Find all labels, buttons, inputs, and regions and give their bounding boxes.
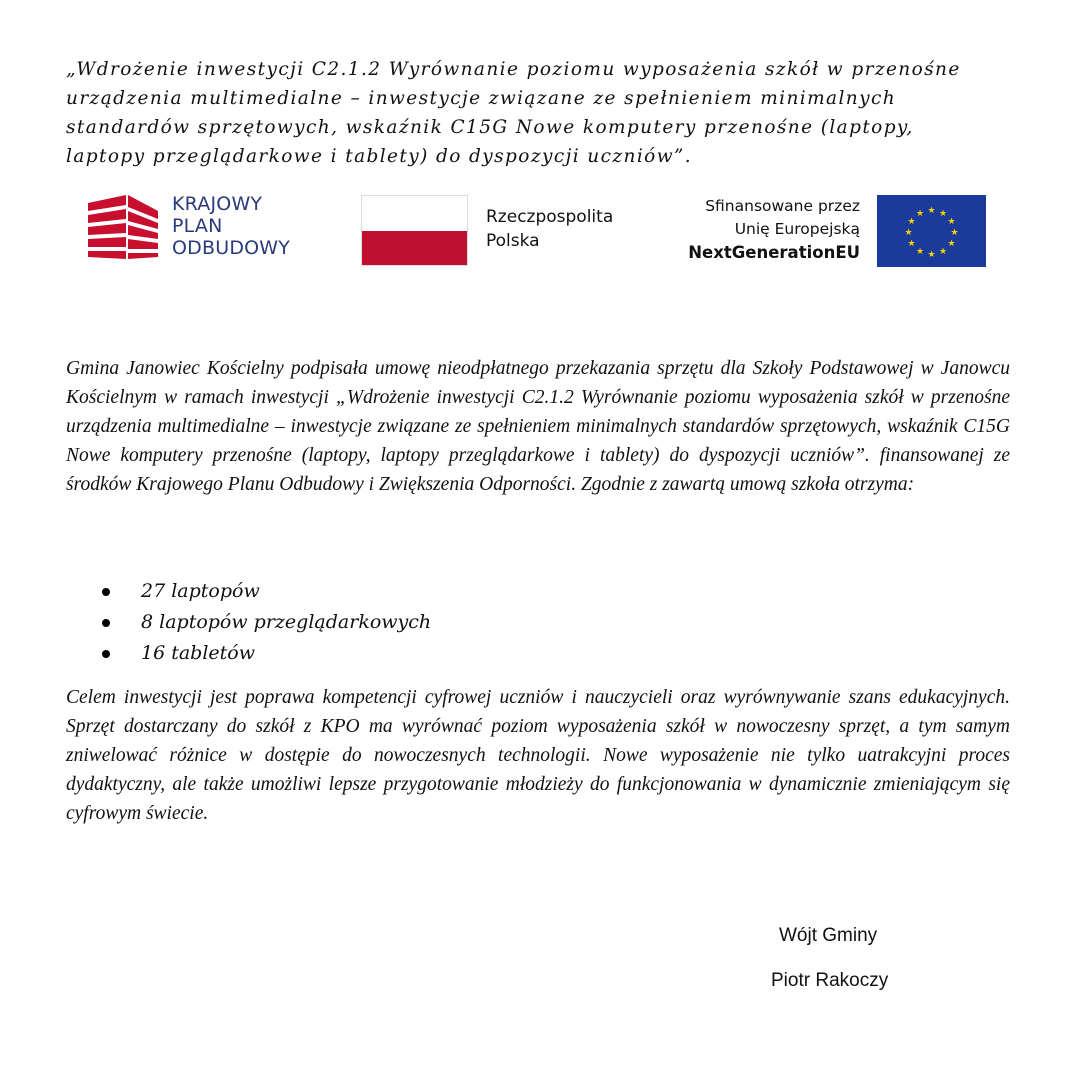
list-item: 16 tabletów <box>100 638 431 669</box>
poland-flag-icon <box>361 195 468 266</box>
equipment-list <box>100 576 431 669</box>
svg-text:★: ★ <box>927 206 936 216</box>
eu-line3: NextGenerationEU <box>688 243 860 262</box>
poland-logo-text <box>486 205 613 253</box>
signature-name: Piotr Rakoczy <box>771 970 889 991</box>
svg-text:★: ★ <box>927 250 936 260</box>
header-quote: „Wdrożenie inwestycji C2.1.2 Wyrównanie poziomu wyposażenia szkół w przenośne urządzenia multimedialne – inwestycje związane ze spełnieniem minimalnych standardów sprzętowych, wskaźnik C15G Nowe komputery przenośne (laptopy, laptopy przeglądarkowe i tablety) do dyspozycji uczniów”. <box>66 59 961 167</box>
logo-bar <box>0 190 1075 270</box>
poland-line2: Polska <box>486 231 540 251</box>
list-item: 27 laptopów <box>100 576 431 607</box>
svg-text:★: ★ <box>938 247 948 257</box>
intro-paragraph: Gmina Janowiec Kościelny podpisała umowę nieodpłatnego przekazania sprzętu dla Szkoły Podstawowej w Janowcu Kościelnym w ramach inwestycji „Wdrożenie inwestycji C2.1.2 Wyrównanie poziomu wyposażenia szkół w przenośne urządzenia multimedialne – inwestycje związane ze spełnieniem minimalnych standardów sprzętowych, wskaźnik C15G Nowe komputery przenośne (laptopy, laptopy przeglądarkowe i tablety) do dyspozycji uczniów”. finansowanej ze środków Krajowego Planu Odbudowy i Zwiększenia Odporności. Zgodnie z zawartą umową szkoła otrzyma: <box>66 358 1010 495</box>
eu-line1: Sfinansowane przez <box>705 197 860 215</box>
eu-line2: Unię Europejską <box>734 220 860 238</box>
svg-text:★: ★ <box>915 247 925 257</box>
svg-text:★: ★ <box>947 217 956 227</box>
svg-text:★: ★ <box>947 239 956 249</box>
svg-text:★: ★ <box>907 217 916 227</box>
svg-text:★: ★ <box>915 209 925 219</box>
poland-line1: Rzeczpospolita <box>486 207 614 227</box>
kpo-logo-text <box>172 193 290 259</box>
svg-text:★: ★ <box>904 228 913 238</box>
list-item: 8 laptopów przeglądarkowych <box>100 607 431 638</box>
kpo-line1: KRAJOWY <box>172 193 263 215</box>
eu-flag-icon <box>877 195 986 267</box>
kpo-building-icon <box>88 195 158 259</box>
signature-title: Wójt Gminy <box>779 925 878 946</box>
eu-logo-text <box>688 195 860 264</box>
kpo-line2: PLAN <box>172 215 223 237</box>
svg-text:★: ★ <box>950 228 959 238</box>
goal-paragraph: Celem inwestycji jest poprawa kompetencji cyfrowej uczniów i nauczycieli oraz wyrównywanie szans edukacyjnych. Sprzęt dostarczany do szkół z KPO ma wyrównać poziom wyposażenia szkół w nowoczesny sprzęt, a tym samym zniwelować różnice w dostępie do nowoczesnych technologii. Nowe wyposażenie nie tylko uatrakcyjni proces dydaktyczny, ale także umożliwi lepsze przygotowanie młodzieży do funkcjonowania w dynamicznie zmieniającym się cyfrowym świecie. <box>66 687 1010 824</box>
svg-text:★: ★ <box>938 209 948 219</box>
kpo-line3: ODBUDOWY <box>172 237 291 259</box>
svg-text:★: ★ <box>907 239 916 249</box>
